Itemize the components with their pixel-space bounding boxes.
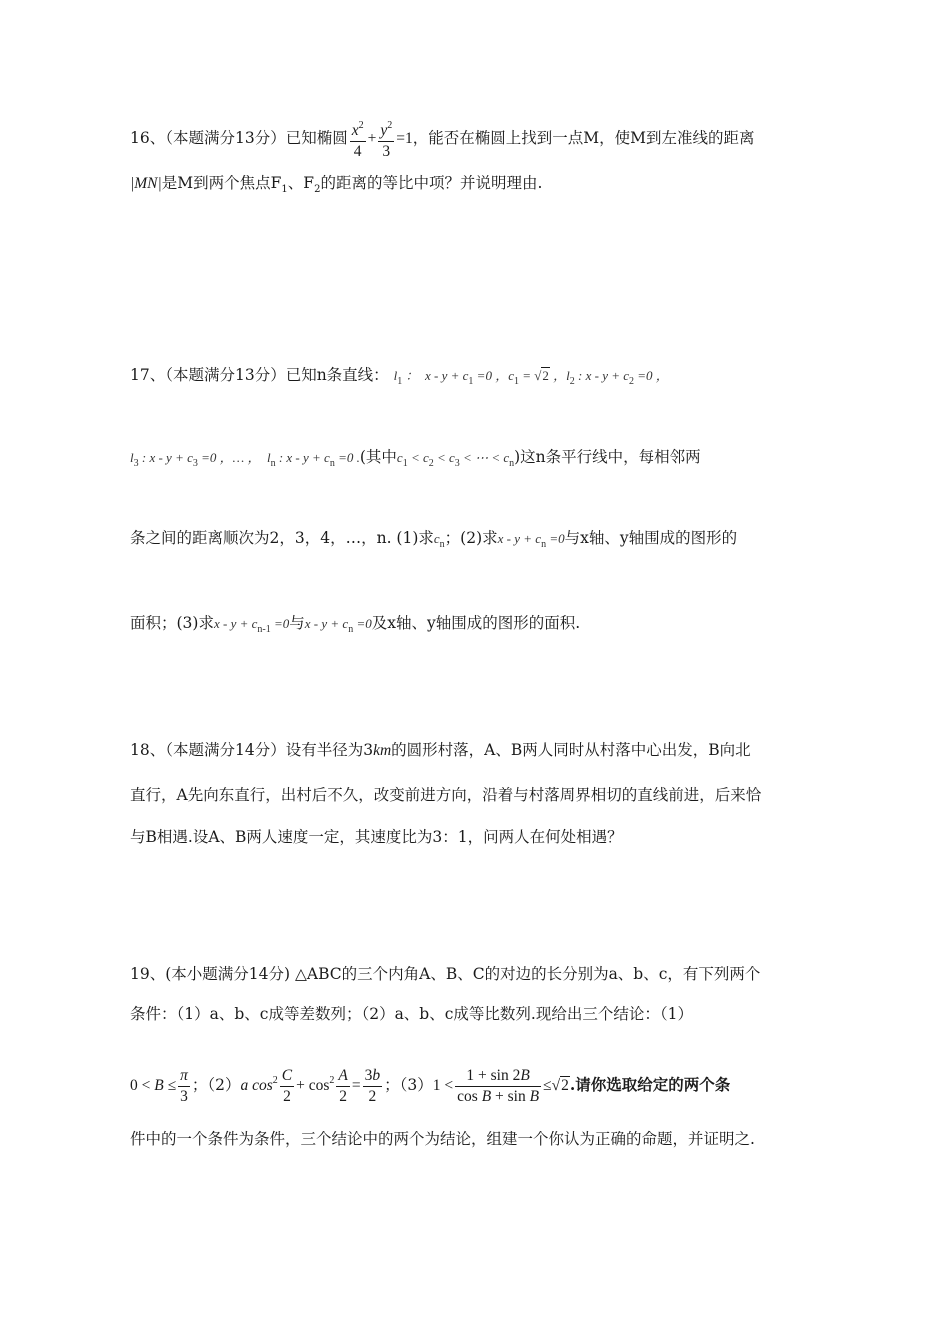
q17-text-part2-end: 与x轴、y轴围成的图形的 [564,529,738,547]
line-l3-ln: $l_3$ : $x - y + c_3 =0$ ，… ， $l_n$ : $x - y + c_n =0$ . [130,450,360,469]
q18-line-2 [130,784,761,806]
q17-text-and: 与 [289,614,305,632]
q16-line-1 [130,116,754,162]
q18-text-rest: 的圆形村落，A、B两人同时从村落中心出发，B向北 [391,741,751,759]
q17-text-condition-end: )这n条平行线中，每相邻两 [514,448,701,466]
conclusion-3-formula: 1 < $\frac{1 + \sin 2B}{\text{cos B + sin B}}$ ≤√2 [432,1066,569,1105]
q19-line-1 [130,963,760,985]
q17-text-part2: ；(2)求 [444,529,498,547]
q19-text-c3: ；（3） [384,1076,433,1094]
q18-text-line3: 与B相遇.设A、B两人速度一定，其速度比为3：1，问两人在何处相遇？ [130,828,623,846]
q18-text-line2: 直行，A先向东直行，出村后不久，改变前进方向，沿着与村落周界相切的直线前进，后来恰 [130,786,762,804]
q16-text-f2: 、F [287,174,315,192]
q16-text-intro: 16、（本题满分13分）已知椭圆 [130,129,348,147]
ellipse-equation: $\frac{x^2}{4}$ + $\frac{y^2}{3}$ =1 [351,120,413,160]
ln-equation-2: $x - y + c_n =0$ [304,616,372,635]
q17-text-part3: 面积；(3)求 [130,614,214,632]
q16-text-question: ，能否在椭圆上找到一点M，使M到左准线的距离 [412,129,755,147]
q17-line-2 [130,446,701,475]
q19-line-2 [130,1003,693,1025]
q19-line-4 [130,1128,755,1150]
cn-symbol: $c_n$ [433,531,445,550]
q17-line-4 [130,612,580,641]
conclusion-2-formula: a $\cos^2$ $\frac{C}{2}$ + $\cos^2$ $\frac{A}{2}$ = $\frac{3b}{2}$ [240,1066,381,1105]
q17-text-intro: 17、（本题满分13分）已知n条直线： [130,366,389,384]
q16-text-end: 的距离的等比中项？并说明理由. [320,174,543,192]
km-unit: km [373,742,392,759]
q16-line-2: |MN|是M到两个焦点$F_1$、$F_2$的距离的等比中项？并说明理由. [130,174,543,195]
q19-line-3 [130,1060,730,1107]
ln-equation: $x - y + c_n =0$ [497,531,565,550]
line-l1: $l_1$ ： $x - y + c_1 =0$ ，$c_1 = √2$ ，$l_2$ : $x - y + c_2 =0$ ， [393,368,669,387]
q19-text-line4: 件中的一个条件为条件，三个结论中的两个为结论，组建一个你认为正确的命题，并证明之. [130,1130,755,1148]
q19-text-line3-end: .请你选取给定的两个条 [569,1075,731,1094]
q19-text-c2: ；（2） [191,1076,241,1094]
q17-line-1 [130,364,669,393]
q19-text-line2: 条件：（1）a、b、c成等差数列；（2）a、b、c成等比数列.现给出三个结论：（1） [130,1005,693,1023]
q18-line-3 [130,826,623,848]
q17-text-part1: 条之间的距离顺次为2，3，4，…，n. (1)求 [130,529,434,547]
q17-text-part3-end: 及x轴、y轴围成的图形的面积. [371,614,581,632]
q16-text-mid: 是M到两个焦点F [161,174,282,192]
ln-minus-1-equation: $x - y + c_{n-1} =0$ [213,616,290,635]
mn-distance: |MN| [130,175,162,192]
conclusion-1-formula: 0 < B ≤ $\frac{\pi}{3}$ [130,1066,188,1105]
q17-text-condition-start: (其中 [359,448,397,466]
c-ordering: $c_1 < c_2 < c_3$ < ⋯ < $c_n$ [396,450,515,469]
q18-text-intro: 18、（本题满分14分）设有半径为3 [130,741,374,759]
q18-line-1 [130,739,751,762]
q17-line-3 [130,527,737,556]
q19-text-line1: 19、(本小题满分14分) △ABC的三个内角A、B、C的对边的长分别为a、b、c，有下列两个 [130,965,761,983]
